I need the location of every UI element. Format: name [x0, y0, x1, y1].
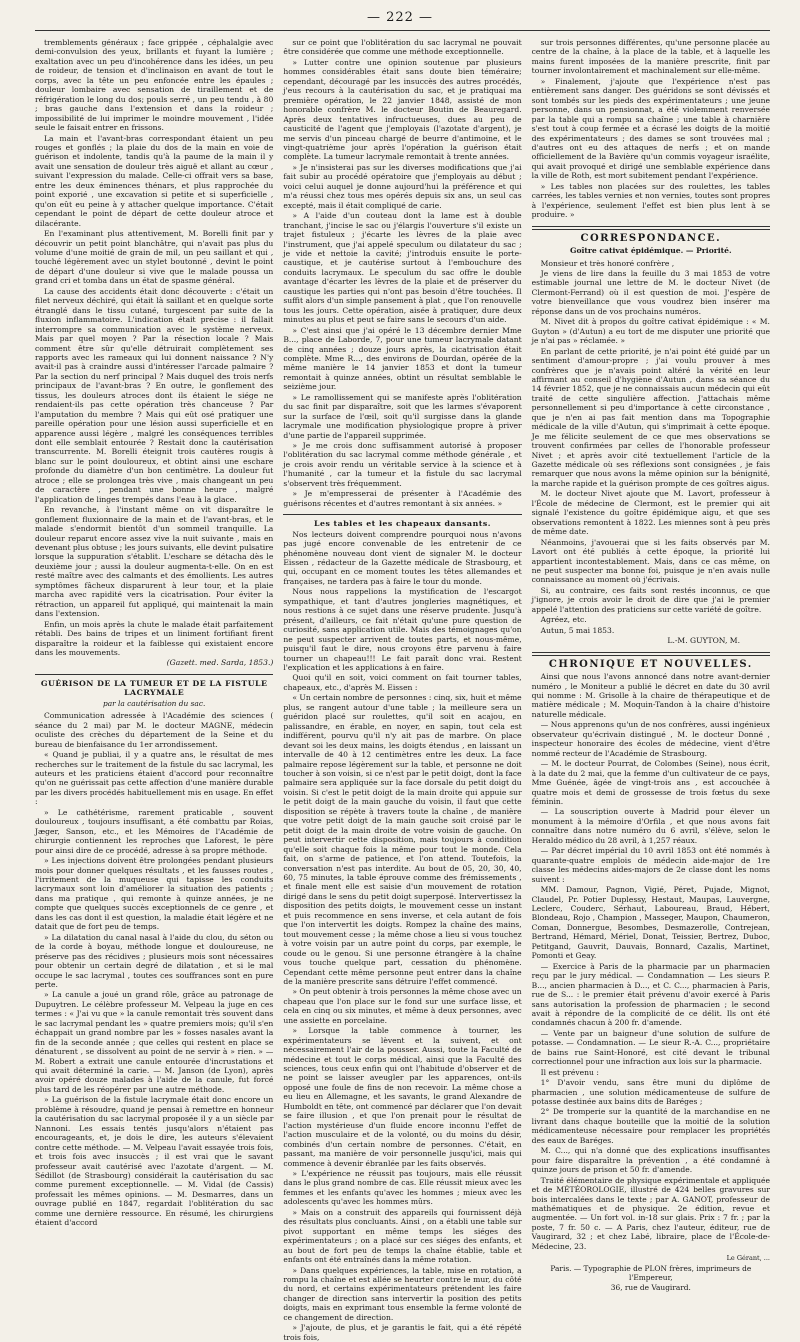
page-number: — 222 —	[366, 10, 434, 25]
paragraph: M. Nivet dit à propos du goître cativat épidémique : « M. Guyton » (d'Autun) a eu tort de me disputer une priorité que je n'ai pas » réclamée. »	[531, 317, 770, 346]
paragraph: M. C..., qui n'a donné que des explications insuffisantes pour faire disparaître la prévention , a été condamné à quinze jours de prison et 50 fr. d'amende.	[531, 1146, 770, 1175]
paragraph: » Lorsque la table commence à tourner, les expérimentateurs se lèvent et la suivent, et ont nécessairement l'air de la pousser. Aussi, toute la Faculté de médecine et tout le corps médical, ainsi que la Faculté des sciences, tous ceux enfin qui ont l'habitude d'observer et de ne point se laisser aveugler par les apparences, ont-ils opposé une foule de fins de non recevoir. La même chose a eu lieu en Allemagne, et les savants, le grand Alexandre de Humboldt en tête, ont commencé par déclarer que l'on devait se faire illusion , et que l'on prenait pour le résultat de l'action mystérieuse d'un fluide encore inconnu l'effet de l'action musculaire et de la volonté, ou du moins du désir, combinés d'un certain nombre de personnes. C'était, en passant, ma manière de voir personnelle jusqu'ici, mais qui commence à devenir ébranlée par les faits observés.	[283, 1026, 522, 1168]
article-lacrymal-continuation	[283, 38, 521, 508]
paragraph: » A l'aide d'un couteau dont la lame est à double tranchant, j'incise le sac ou j'élargis l'ouverture s'il existe un trajet fistuleux ; j'écarte les lèvres de la plaie avec l'instrument, que j'ai appelé speculum ou dilatateur du sac ; je vide et nettoie la cavité; j'introduis ensuite le porte-caustique, et je cautérise surtout à l'embouchure des conduits lacrymaux. Le speculum du sac offre le double avantage d'écarter les lèvres de la plaie et de préserver du caustique les parties qui n'ont pas besoin d'être touchées. Il suffit alors d'un simple pansement à plat , que l'on renouvelle tous les jours. Cette opération, aisée à pratiquer, dure deux minutes au plus et peut se faire sans le secours d'un aide.	[283, 211, 522, 325]
paragraph: Il est prévenu :	[540, 1067, 599, 1077]
paragraph: » La guérison de la fistule lacrymale était donc encore un problème à résoudre, quand je pensai à remettre en honneur la cautérisation du sac lacrymal proposée il y a un siècle par Nannoni. Les essais tentés jusqu'alors n'étaient pas encourageants, et, je dois le dire, les auteurs s'élevaient contre cette méthode. — M. Velpeau l'avait essayée trois fois, et trois fois avec insuccès ; il est vrai que le savant professeur avait cautérisé avec l'azotate d'argent. — M. Sédillot (de Strasbourg) considérait la cautérisation du sac comme purement exceptionnelle. — M. Vidal (de Cassis) professait les mêmes opinions. — M. Desmarres, dans un ouvrage publié en 1847, regardait l'oblitération du sac comme une dernière ressource. En résumé, les chirurgiens étaient d'accord	[35, 1095, 274, 1228]
column-1	[35, 38, 274, 1228]
paragraph: La main et l'avant-bras correspondant étaient un peu rouges et gonflés ; la plaie du dos de la main en voie de guérison et indolente, tandis qu'à la paume de la main il y avait une sensation de douleur très aiguë et allant au cœur , suivant l'expression du malade. Celle-ci offrait vers sa base, entre les deux éminences thénars, et plus rapprochée du point exporié , une excavation si petite et si superficielle , qu'on eût eu peine à y attacher quelque importance. C'était cependant le point de départ de cette douleur atroce et dilacérante.	[35, 133, 274, 228]
divider	[532, 226, 770, 230]
section-heading-correspondance: CORRESPONDANCE.	[580, 232, 722, 244]
paragraph: Agréez, etc.	[540, 615, 587, 625]
printer-line-2: 36, rue de Vaugirard.	[610, 1282, 691, 1292]
paragraph: Nous nous rappelions la mystification de l'escargot sympathique, et tant d'autres jongleries magnétiques, et nous restions à ce sujet dans une réserve prudente. Jusqu'à présent, d'ailleurs, ce fait n'était qu'une pure question de curiosité, sans application utile. Mais des témoignages qu'on ne peut suspecter arrivent de toutes parts, et nous-même, puisqu'il faut le dire, nous croyons être parvenu à faire tourner un chapeau!!! Le fait paraît donc vrai. Restent l'explication et les applications à en faire.	[283, 587, 522, 672]
columns	[35, 38, 770, 1342]
gerant-line: Le Gérant, ...	[726, 1254, 770, 1263]
paragraph: Je viens de lire dans la feuille du 3 mai 1853 de votre estimable journal une lettre de M. le docteur Nivet (de Clermont-Ferrand) où il est question de moi. J'espère de votre bienveillance que vous voudrez bien insérer ma réponse dans un de vos prochains numéros.	[531, 268, 770, 316]
article-lacrymal-body	[35, 711, 273, 1227]
printer-line-1: Paris. — Typographie de PLON frères, imprimeurs de l'Empereur,	[550, 1263, 752, 1283]
article-tables-body	[283, 530, 521, 1342]
article-tables-continuation	[532, 38, 770, 220]
paragraph: En parlant de cette priorité, je n'ai point été guidé par un sentiment d'amour-propre ; j'ai voulu prouver à mes confrères que je n'avais point altéré la vérité en leur affirmant au conseil d'hygiène d'Autun , dans sa séance du 14 février 1852, que je ne connaissais aucun médecin qui eût traité de cette singulière affection. J'attachais même personnellement si peu d'importance à cette circonstance , que je n'en ai pas fait mention dans ma Topographie médicale de la ville d'Autun, qui s'imprimait à cette époque. Je me félicite seulement de ce que mes observations se trouvent confirmées par celles de l'honorable professeur Nivet ; et après avoir cité textuellement l'article de la Gazette médicale où ses réflexions sont consignées , je fais remarquer que nous avons la même opinion sur la bénignité, la marche rapide et la guérison prompte de ces goîtres aigus.	[531, 346, 770, 488]
paragraph: Monsieur et très honoré confrère ,	[540, 258, 675, 268]
divider	[532, 652, 770, 656]
paragraph: » Je n'insisterai pas sur les diverses modifications que j'ai fait subir au procédé opératoire que j'employais au début ; voici celui auquel je donne aujourd'hui la préférence et qui m'a réussi chez tous mes opérés depuis six ans, un seul cas excepté, mais il était compliqué de carie.	[283, 162, 522, 210]
paragraph: — Par décret impérial du 10 avril 1853 ont été nommés à quarante-quatre emplois de médecin aide-major de 1re classe les médecins aides-majors de 2e classe dont les noms suivent :	[531, 846, 770, 884]
article-title-lacrymal: GUÉRISON DE LA TUMEUR ET DE LA FISTULE LACRYMALE	[40, 678, 268, 698]
paragraph: Ainsi que nous l'avons annoncé dans notre avant-dernier numéro , le Moniteur a publié le décret en date du 30 avril qui nomme : M. Grisolle à la chaire de thérapeutique et de matière médicale ; M. Moquin-Tandon à la chaire d'histoire naturelle médicale.	[531, 672, 770, 719]
section-heading-chronique: CHRONIQUE ET NOUVELLES.	[548, 658, 753, 670]
paragraph: sur ce point que l'oblitération du sac lacrymal ne pouvait être considérée que comme une méthode exceptionnelle.	[283, 38, 522, 57]
chronique-body	[532, 672, 770, 1251]
paragraph: tremblements généraux ; face grippée , céphalalgie avec demi-convulsion des yeux, brillants et fuyant la lumière ; exaltation avec un peu d'incohérence dans les idées, un peu de roideur, de tension et d'inclinaison en avant de tout le corps, avec la tête un peu enfoncée entre les épaules ; douleur lombaire avec sensation de tiraillement et de réfrigération le long du dos; pouls serré , un peu tendu , à 80 ; bras gauche dans l'extension et dans la roideur ; impossibilité de lui imprimer le moindre mouvement , l'idée seule le faisait entrer en frissons.	[35, 38, 274, 133]
correspondance-subheading: Goître cativat épidémique. — Priorité.	[569, 246, 732, 256]
paragraph: — M. le docteur Pourrat, de Colombes (Seine), nous écrit, à la date du 2 mai, que la femme d'un cultivateur de ce pays, Mme Guénée, âgée de vingt-trois ans , est accouchée à quatre mois et demi de grossesse de trois fœtus du sexe féminin.	[531, 759, 770, 806]
paragraph: 1° D'avoir vendu, sans être muni du diplôme de pharmacien , une solution médicamenteuse de sulfure de potasse destinée aux bains dits de Baréges ;	[531, 1078, 770, 1107]
paragraph: La cause des accidents était donc découverte : c'était un filet nerveux déchiré, qui était là saillant et en quelque sorte étranglé dans le tissu cutané, turgescent par suite de la fluxion inflammatoire. L'indication était précise : il fallait interrompre sa communication avec le système nerveux. Mais par quel moyen ? Par la résection locale ? Mais comment être sûr qu'elle détruirait complètement ses rapports avec les rameaux qui lui donnent naissance ? N'y avait-il pas à craindre aussi d'intéresser l'arcade palmaire ? Par la section du nerf principal ? Mais duquel des trois nerfs principaux de l'avant-bras ? En outre, le gonflement des tissus, les douleurs atroces dont ils étaient le siége ne rendaient-ils pas cette opération très chanceuse ? Par l'amputation du membre ? Mais qui eût osé pratiquer une pareille opération pour une lésion aussi superficielle et en apparence aussi légère , malgré les conséquences terribles dont elle semblait entourée ? Restait donc la cautérisation transcurrente. M. Borelli éteignit trois cautères rougis à blanc sur le point douloureux, et obtint ainsi une eschare profonde du diamètre d'un bon centimètre. La douleur fut atroce ; elle se prolongea très vive , mais changeant un peu de caractère , pendant une bonne heure , malgré l'application de linges trempés dans l'eau à la glace.	[35, 286, 274, 504]
paragraph: » Le cathétérisme, rarement praticable , souvent douloureux , toujours insuffisant, a été combattu par Roias, Jæger, Sanson, etc., et les Mémoires de l'Académie de chirurgie contiennent les reproches que Laforest, le père pour ainsi dire de ce procédé, adresse à sa propre méthode.	[35, 807, 274, 855]
paragraph: Traité élémentaire de physique expérimentale et appliquée et de MÉTÉOROLOGIE, illustré de 424 belles gravures sur bois intercalées dans le texte ; par A. GANOT, professeur de mathématiques et de physique. 2e édition, revue et augmentée. — Un fort vol. in-18 sur glais. Prix : 7 fr. ; par la poste, 7 fr. 50 c. — A Paris, chez l'auteur, éditeur, rue de Vaugirard, 32 ; et chez Labé, libraire, place de l'École-de-Médecine, 23.	[531, 1175, 770, 1251]
paragraph: » Finalement, j'ajoute que l'expérience n'est pas entièrement sans danger. Des guéridons se sont dévissés et sont tombés sur les pieds des expérimentateurs ; une jeune personne, dans un pensionnat, a été violemment renversée par la table qui a rompu sa chaîne ; une table à charnière s'est tout à coup fermée et a écrasé les doigts de la moitié des expérimentateurs ; des dames se sont trouvées mal ; d'autres ont eu des attaques de nerfs ; et on mande officiellement de la Bavière qu'un commis voyageur israélite, qui avait provoqué et dirigé une semblable expérience dans la ville de Roth, est mort subitement pendant l'expérience.	[531, 76, 770, 181]
paragraph: » La dilatation du canal nasal à l'aide du clou, du séton ou de la corde à boyau, méthode longue et douloureuse, ne préserve pas des récidives ; plusieurs mois sont nécessaires pour obtenir un certain degré de dilatation , et si le mal occupe le sac lacrymal , toutes ces souffrances sont en pure perte.	[35, 932, 274, 989]
paragraph: » Les tables non placées sur des roulettes, les tables carrées, les tables vernies et non vernies, toutes sont propres à l'expérience, seulement l'effet est bien plus lent à se produire. »	[531, 181, 770, 220]
paragraph: — Vente par un baigneur d'une solution de sulfure de potasse. — Condamnation. — Le sieur R.-A. C..., propriétaire de bains rue Saint-Honoré, est cité devant le tribunal correctionnel pour une infraction aux lois sur la pharmacie.	[531, 1028, 770, 1067]
paragraph: » Je me crois donc suffisamment autorisé à proposer l'oblitération du sac lacrymal comme méthode générale , et je crois avoir rendu un véritable service à la science et à l'humanité , car la tumeur et la fistule du sac lacrymal s'observent très fréquemment.	[283, 441, 522, 488]
paragraph: » C'est ainsi que j'ai opéré le 13 décembre dernier Mme B..., place de Laborde, 7, pour une tumeur lacrymale datant de cinq années ; douze jours après, la cicatrisation était complète. Mme R..., des environs de Dourdan, opérée de la même manière le 14 janvier 1853 et dont la tumeur remontait à quinze années, obtint un résultat semblable le seizième jour.	[283, 325, 522, 392]
paragraph: — Nous apprenons qu'un de nos confrères, aussi ingénieux observateur qu'écrivain distingué , M. le docteur Donné , inspecteur honoraire des écoles de médecine, vient d'être nommé recteur de l'Académie de Strasbourg.	[531, 720, 770, 758]
article-continuation	[35, 38, 273, 657]
paragraph: Nos lecteurs doivent comprendre pourquoi nous n'avons pas jugé encore convenable de les entretenir de ce phénomène nouveau dont vient de signaler M. le docteur Eissen , rédacteur de la Gazette médicale de Strasbourg, et qui, occupant en ce moment toutes les têtes allemandes et françaises, ne tardera pas à faire le tour du monde.	[283, 529, 522, 586]
header-rule	[35, 30, 770, 31]
paragraph: » Mais on a construit des appareils qui fournissent déjà des résultats plus concluants. Ainsi , on a établi une table sur pivot supportant en même temps les siéges des expérimentateurs ; on a placé sur ces siéges des enfants, et au bout de fort peu de temps la chaîne établie, table et enfants ont été entraînés dans la même rotation.	[283, 1207, 522, 1265]
paragraph: MM. Damour, Pagnon, Vigié, Péret, Pujade, Mignot, Claudel, Pr. Potier Duplessy, Hestaut, Maupas, Lauvergne, Leclerc, Couderc, Sérhaut, Laboureau, Braud, Hébert, Blondeau, Rojo , Champion , Masseger, Maupon, Chaumeron, Coman, Donnergue, Besombes, Desmazerolle, Contrejean, Bertrand, Hémard, Mériel, Donat, Teissier, Bertrez, Duboc, Petitgand, Gauvrit, Dauvais, Bonnard, Cazalis, Martinet, Pomonti et Geay.	[531, 885, 770, 961]
paragraph: M. le docteur Nivet ajoute que M. Lavort, professeur à l'École de médecine de Clermont, est le premier qui ait signalé l'existence du goître épidémique aigu, et que ses observations remontent à 1822. Les miennes sont à peu près de même date.	[531, 489, 770, 537]
paragraph: En revanche, à l'instant même on vit disparaître le gonflement fluxionnaire de la main et de l'avant-bras, et le malade s'endormit bientôt d'un sommeil tranquille. La douleur reparut encore assez vive la nuit suivante , mais en devenant plus obtuse ; les jours suivants, elle devint pulsatire lorsque la suppuration s'établit. L'eschare se détacha dès le deuxième jour ; aussi la douleur augmenta-t-elle. On en est resté maître avec des calmants et des émollients. Les autres symptômes fâcheux disparurent à leur tour, et la plaie marcha avec rapidité vers la cicatrisation. Pour éviter la rétraction, un appareil fut appliqué, qui maintenait la main dans l'extension.	[35, 505, 274, 619]
paragraph: Enfin, un mois après la chute le malade était parfaitement rétabli. Des bains de tripes et un liniment fortifiant firent disparaître la roideur et la faiblesse qui existaient encore dans les mouvements.	[35, 619, 274, 657]
article-title-tables: Les tables et les chapeaux dansants.	[314, 519, 491, 529]
column-2	[283, 38, 522, 1342]
paragraph: Communication adressée à l'Académie des sciences ( séance du 2 mai) par M. le docteur MAGNE, médecin oculiste des crèches du département de la Seine et du bureau de bienfaisance du 1er arrondissement.	[35, 711, 274, 749]
paragraph: » Dans quelques expériences, la table, mise en rotation, a rompu la chaîne et est allée se heurter contre le mur, du côté du nord, et certains expérimentateurs prétendent les faire changer de direction sans intervertir la position des petits doigts, mais en exprimant tous ensemble la ferme volonté de ce changement de direction.	[283, 1265, 522, 1322]
paragraph: « Un certain nombre de personnes : cinq, six, huit et même plus, se rangent autour d'une table ; la meilleure sera un guéridon placé sur roulettes, qu'il soit en acajou, en palissandre, en érable, en noyer, en sapin, tout cela est indifférent, pourvu qu'il n'y ait pas de marbre. On place devant soi les deux mains, les doigts étendus , en laissant un intervalle de 40 à 12 centimètres entre les deux. La face palmaire repose légèrement sur la table, et personne ne doit toucher à son voisin, si ce n'est par le petit doigt, dont la face palmaire sera appliquée sur la face dorsale du petit doigt du voisin. Si c'est le petit doigt de la main droite qui appuie sur le petit doigt de la main gauche du voisin, il faut que cette disposition se répète à travers toute la chaîne , de manière que votre petit doigt de la main gauche soit croisé par le petit doigt de la main droite de votre voisin de gauche. On peut intervertir cette disposition, mais toujours à condition qu'elle soit chaque fois la même pour tout le monde. Cela fait, on s'arme de patience, et l'on attend. Toutefois, la conversation n'est pas interdite. Au bout de 05, 20, 30, 40, 60, 75 minutes, la table éprouve comme des frémissements , et finale ment elle est saisie d'un mouvement de rotation dirigé dans le sens du petit doigt superposé. Intervertissez la disposition des petits doigts, le mouvement cesse un instant et puis recommence en sens inverse, et cela autant de fois que l'on intervertit les doigts. Rompez la chaîne des mains, tout mouvement cesse ; la même chose a lieu si vous touchez à votre voisin par un autre point du corps, par exemple, le coude ou le genou. Si une personne étrangère à la chaîne vous touche quelque part, cessation du phénomène. Cependant cette même personne peut entrer dans la chaîne de la manière prescrite sans détruire l'effet commencé.	[283, 693, 522, 986]
paragraph: 2° De tromperie sur la quantité de la marchandise en ne livrant dans chaque bouteille que la moitié de la solution médicamenteuse nécessaire pour remplacer les propriétés des eaux de Baréges.	[531, 1107, 770, 1145]
paragraph: — Exercice à Paris de la pharmacie par un pharmacien reçu par le jury médical. — Condamnation — Les sieurs P. B..., ancien pharmacien à D..., et C. C..., pharmacien à Paris, rue de S... : le premier était prévenu d'avoir exercé à Paris sans autorisation la profession de pharmacien ; le second avait à répondre de la complicité de ce délit. Ils ont été condamnés chacun à 200 fr. d'amende.	[531, 961, 770, 1028]
article-subtitle-lacrymal: par la cautérisation du sac.	[103, 698, 206, 708]
paragraph: » Lutter contre une opinion soutenue par plusieurs hommes considérables était sans doute bien téméraire; cependant, découragé par les insuccès des autres procédés, j'eus recours à la cautérisation du sac, et je pratiquai ma première opération, le 22 janvier 1848, assisté de mon honorable confrère M. le docteur Boutin de Beauregard. Après deux tentatives infructueuses, dues au peu de causticité de l'agent que j'employais (l'azotate d'argent), je me servis d'un pinceau chargé de beurre d'antimoine, et le vingt-quatrième jour après l'opération la guérison était complète. La tumeur lacrymale remontait à trente années.	[283, 57, 522, 162]
paragraph: Quoi qu'il en soit, voici comment on fait tourner tables, chapeaux, etc., d'après M. Eissen :	[283, 673, 522, 692]
paragraph: « Quand je publiai, il y a quatre ans, le résultat de mes recherches sur le traitement de la fistule du sac lacrymal, les auteurs et les praticiens étaient d'accord pour reconnaître qu'on ne guérissait pas cette affection d'une manière durable par les divers procédés habituellement mis en usage. En effet :	[35, 750, 274, 807]
correspondance-body	[532, 259, 770, 636]
paragraph: — La souscription ouverte à Madrid pour élever un monument à la mémoire d'Orfila , et que nous avons fait connaître dans notre numéro du 6 avril, s'élève, selon le Heraldo médico du 28 avril, à 1,257 réaux.	[531, 807, 770, 845]
divider	[35, 674, 273, 675]
paragraph: » J'ajoute, de plus, et je garantis le fait, qui a été répété trois fois,	[283, 1323, 522, 1342]
paragraph: » Je m'empresserai de présenter à l'Académie des guérisons récentes et d'autres remontant à six années. »	[283, 489, 522, 508]
paragraph: Si, au contraire, ces faits sont restés inconnus, ce que j'ignore, je crois avoir le droit de dire que j'ai le premier appelé l'attention des praticiens sur cette variété de goître.	[531, 585, 770, 614]
column-3	[531, 38, 770, 1292]
divider	[283, 514, 521, 515]
paragraph: » On peut obtenir à trois personnes la même chose avec un chapeau que l'on place sur le fond sur une surface lisse, et cela en cinq ou six minutes, et même à deux personnes, avec une assiette en porcelaine.	[283, 987, 522, 1025]
paragraph: Néanmoins, j'avouerai que si les faits observés par M. Lavort ont été publiés à cette époque, la priorité lui appartient incontestablement. Mais, dans ce cas même, on ne peut suspecter ma bonne foi, puisque je n'en avais nulle connaissance au moment où j'écrivais.	[531, 537, 770, 585]
paragraph: » Le ramollissement qui se manifeste après l'oblitération du sac finit par disparaître, soit que les larmes s'évaporent sur la surface de l'œil, soit qu'il surgisse dans la glande lacrymale une modification physiologique propre à priver d'une partie de l'appareil supprimée.	[283, 392, 522, 440]
paragraph: Autun, 5 mai 1853.	[540, 625, 615, 635]
signature: L.-M. GUYTON, M.	[667, 636, 740, 646]
paragraph: » La canule a joué un grand rôle, grâce au patronage de Dupuytren. Le célèbre professeur M. Velpeau la juge en ces termes : « J'ai vu que » la canule remontait très souvent dans le sac lacrymal pendant les » quatre premiers mois; qu'il s'en échappait un grand nombre par les » fosses nasales avant la fin de la seconde année ; que celles qui restent en place se dénaturent , se dissolvent au point de ne servir à » rien. » — M. Robert a extrait une canule entourée d'incrustations et qui avait déterminé la carie. — M. Janson (de Lyon), après avoir opéré douze malades à l'aide de la canule, fut forcé plus tard de les réopérer par une autre méthode.	[35, 990, 274, 1094]
article-source: (Gazett. med. Sarda, 1853.)	[166, 658, 274, 668]
paragraph: sur trois personnes différentes, qu'une personne placée au centre de la chaîne, à la place de la table, et à laquelle les mains furent imposées de la manière prescrite, finit par tourner involontairement et machinalement sur elle-même.	[531, 38, 770, 76]
paragraph: En l'examinant plus attentivement, M. Borelli finit par y découvrir un petit point blanchâtre, qui n'avait pas plus du volume d'une moitié de grain de mil, un peu saillant et qui , touché légèrement avec un stylet boutonné , devint le point de départ d'une douleur si vive que le malade poussa un grand cri et tomba dans un état de spasme général.	[35, 229, 274, 286]
paragraph: » L'expérience ne réussit pas toujours, mais elle réussit dans le plus grand nombre de cas. Elle réussit mieux avec les femmes et les enfants qu'avec les hommes ; mieux avec les adolescents qu'avec les hommes mûrs.	[283, 1169, 522, 1207]
paragraph: » Les injections doivent être prolongées pendant plusieurs mois pour donner quelques résultats , et les fausses routes , l'irritement de la muqueuse qui tapisse les conduits lacrymaux sont loin d'améliorer la situation des patients ; dans ma pratique , qui remonte à quinze années, je ne compte que quelques succès exceptionnels de ce genre , et dans les cas dont il est question, la maladie était légère et ne datait que de fort peu de temps.	[35, 856, 274, 932]
